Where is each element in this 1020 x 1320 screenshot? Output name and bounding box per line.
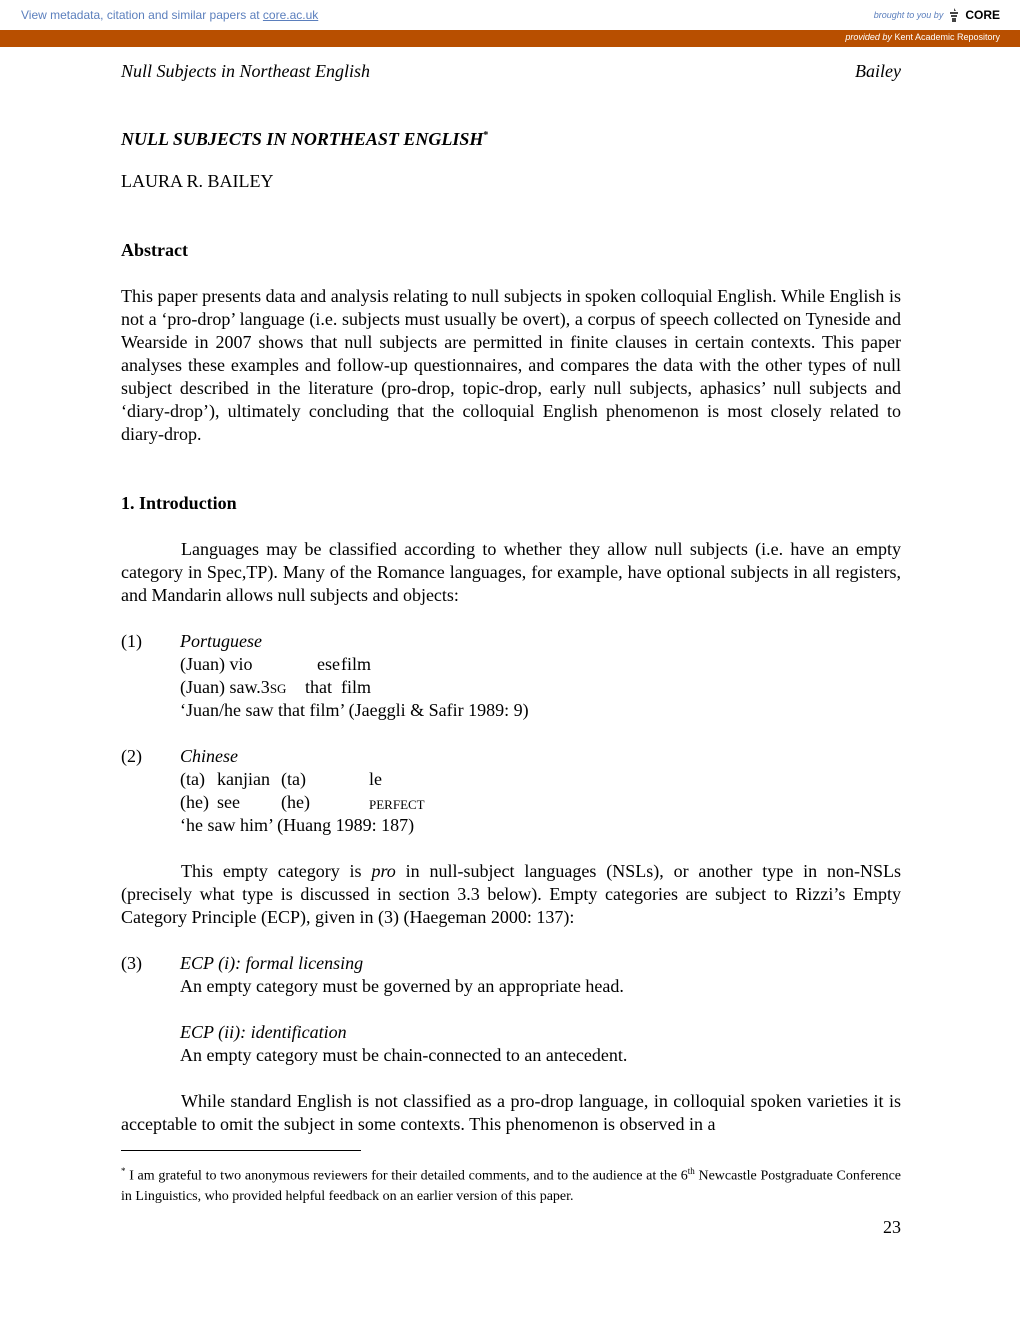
ecp-text-2: An empty category must be chain-connected to an antecedent. bbox=[180, 1045, 628, 1065]
ecp-text-1: An empty category must be governed by an appropriate head. bbox=[180, 976, 624, 996]
example-2-word-2: kanjian bbox=[217, 769, 270, 789]
example-2-gloss-3: (he) bbox=[281, 792, 310, 812]
example-1-gloss-3: film bbox=[341, 677, 371, 697]
core-logo-icon bbox=[947, 7, 961, 23]
footnote-text-start: I am grateful to two anonymous reviewers for their detailed comments, and to the audience at the 6 bbox=[125, 1168, 688, 1184]
footnote-text-end: Newcastle Postgraduate Conference in Linguistics, who provided helpful feedback on an earlier version of this paper. bbox=[121, 1168, 902, 1204]
core-brought-text: brought to you by bbox=[873, 10, 944, 20]
core-provided-bar bbox=[0, 30, 1020, 47]
example-1-language: Portuguese bbox=[180, 631, 262, 651]
example-2-gloss-2: see bbox=[217, 792, 240, 812]
intro-paragraph-2-pro: pro bbox=[371, 861, 396, 881]
intro-paragraph-2 bbox=[121, 860, 901, 929]
core-metadata-text: View metadata, citation and similar papers at bbox=[21, 8, 263, 22]
core-banner bbox=[0, 0, 1020, 30]
example-1-number: (1) bbox=[121, 631, 142, 651]
footnote bbox=[121, 1161, 901, 1207]
page-number: 23 bbox=[883, 1217, 901, 1237]
intro-paragraph-3: While standard English is not classified as a pro-drop language, in colloquial spoken varieties it is acceptable to omit the subject in some contexts. This phenomenon is observed in a bbox=[121, 1091, 901, 1134]
example-3-number: (3) bbox=[121, 953, 142, 973]
example-1-gloss bbox=[180, 676, 529, 699]
example-2-word-3: (ta) bbox=[281, 769, 306, 789]
example-1-word-1: (Juan) vio bbox=[180, 654, 253, 674]
example-1-source bbox=[180, 653, 529, 676]
core-repo-link[interactable]: Kent Academic Repository bbox=[894, 32, 1000, 42]
example-1-gloss-1: (Juan) saw.3 bbox=[180, 677, 270, 697]
example-1-translation: ‘Juan/he saw that film’ (Jaeggli & Safir 1989: 9) bbox=[180, 700, 529, 720]
paper-author: LAURA R. BAILEY bbox=[121, 171, 274, 191]
footnote-sup: th bbox=[687, 1166, 695, 1176]
example-1-gloss-2: that bbox=[305, 677, 332, 697]
footnote-mark: * bbox=[121, 1166, 126, 1176]
running-header bbox=[121, 61, 901, 82]
example-2-gloss-1: (he) bbox=[180, 792, 209, 812]
example-2-translation: ‘he saw him’ (Huang 1989: 187) bbox=[180, 815, 415, 835]
example-2-word-1: (ta) bbox=[180, 769, 205, 789]
abstract-text: This paper presents data and analysis relating to null subjects in spoken colloquial English. While English is not a ‘pro-drop’ language (i.e. subjects must usually be overt), a corpus of speech collected on Tyneside and Wearside in 2007 shows that null subjects are permitted in finite clauses in certain contexts. This paper analyses these examples and follow-up questionnaires, and compares the data with the other types of null subject described in the literature (pro-drop, topic-drop, early null subjects, aphasics’ null subjects and ‘diary-drop’), ultimately concluding that the colloquial English phenomenon is most closely related to diary-drop. bbox=[121, 286, 901, 444]
abstract-heading: Abstract bbox=[121, 240, 188, 260]
running-header-author: Bailey bbox=[855, 61, 901, 81]
paper-title-text: NULL SUBJECTS IN NORTHEAST ENGLISH bbox=[121, 129, 484, 149]
core-metadata-line bbox=[21, 8, 318, 22]
running-header-title: Null Subjects in Northeast English bbox=[121, 61, 371, 81]
example-2-gloss bbox=[180, 791, 425, 814]
example-2-gloss-4: PERFECT bbox=[369, 797, 425, 812]
example-2-language: Chinese bbox=[180, 746, 238, 766]
example-1-gloss-1-sc: SG bbox=[269, 681, 287, 696]
section-heading-introduction: 1. Introduction bbox=[121, 493, 237, 513]
core-brought-by bbox=[874, 7, 1000, 23]
example-2-number: (2) bbox=[121, 746, 142, 766]
intro-paragraph-2-start: This empty category is bbox=[181, 861, 372, 881]
ecp-label-2: ECP (ii): identification bbox=[180, 1022, 347, 1042]
core-brand[interactable]: CORE bbox=[965, 8, 1000, 22]
intro-paragraph-1: Languages may be classified according to whether they allow null subjects (i.e. have an empty category in Spec,TP). Many of the Romance languages, for example, have optional subjects in all registers, and Mandarin allows null subjects and objects: bbox=[121, 539, 901, 605]
core-provided-label: provided by bbox=[845, 32, 892, 42]
footnote-rule bbox=[121, 1150, 361, 1151]
core-link[interactable]: core.ac.uk bbox=[262, 8, 319, 22]
example-1-word-2: ese bbox=[317, 654, 340, 674]
core-provided-text bbox=[845, 32, 1000, 42]
example-1-word-3: film bbox=[341, 654, 371, 674]
title-footnote-mark: * bbox=[483, 130, 489, 141]
intro-paragraph-2-rest: in null-subject languages (NSLs), or another type in non-NSLs (precisely what type is discussed in section 3.3 below). Empty categories are subject to Rizzi’s Empty Category Principle (ECP), given in (3) (Haegeman 2000: 137): bbox=[121, 861, 901, 927]
example-2-source bbox=[180, 768, 414, 791]
ecp-label-1: ECP (i): formal licensing bbox=[180, 953, 364, 973]
paper-title bbox=[121, 124, 901, 151]
example-2-word-4: le bbox=[369, 769, 382, 789]
